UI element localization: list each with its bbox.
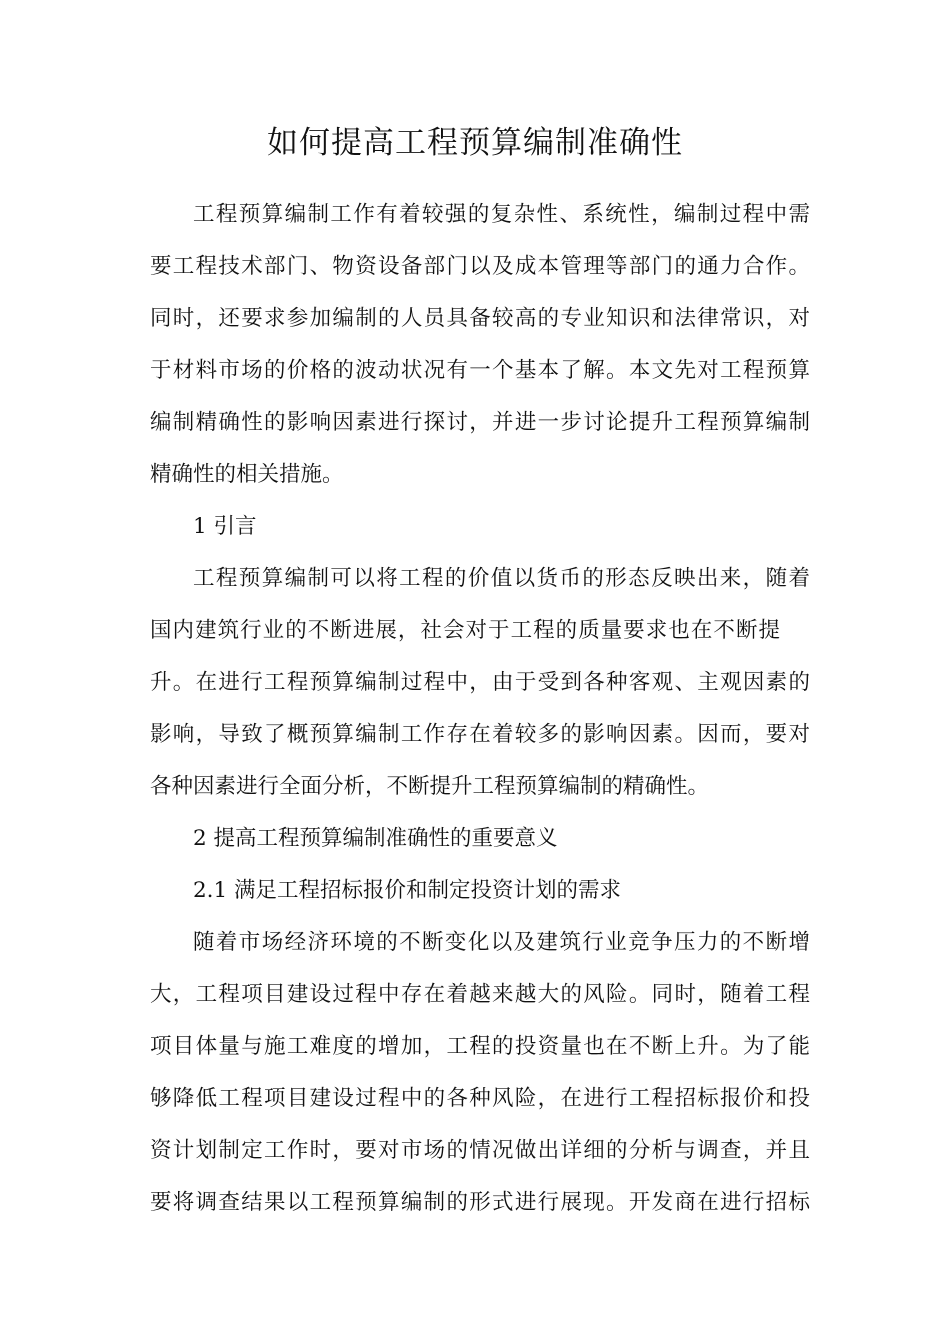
body-line: 项目体量与施工难度的增加，工程的投资量也在不断上升。为了能 [150, 1034, 810, 1059]
section-heading: 2 提高工程预算编制准确性的重要意义 [193, 826, 558, 851]
body-line: 工程预算编制可以将工程的价值以货币的形态反映出来，随着 [193, 566, 810, 591]
body-line: 随着市场经济环境的不断变化以及建筑行业竞争压力的不断增 [193, 930, 810, 955]
body-line: 影响，导致了概预算编制工作存在着较多的影响因素。因而，要对 [150, 722, 810, 747]
subsection-heading: 2.1 满足工程招标报价和制定投资计划的需求 [193, 878, 622, 903]
body-line: 编制精确性的影响因素进行探讨，并进一步讨论提升工程预算编制 [150, 410, 810, 435]
body-line: 要将调查结果以工程预算编制的形式进行展现。开发商在进行招标 [150, 1190, 810, 1215]
body-line: 够降低工程项目建设过程中的各种风险，在进行工程招标报价和投 [150, 1086, 810, 1111]
body-line: 于材料市场的价格的波动状况有一个基本了解。本文先对工程预算 [150, 358, 810, 383]
body-line: 同时，还要求参加编制的人员具备较高的专业知识和法律常识，对 [150, 306, 810, 331]
section-heading: 1 引言 [193, 514, 257, 539]
body-line: 大，工程项目建设过程中存在着越来越大的风险。同时，随着工程 [150, 982, 810, 1007]
body-line: 资计划制定工作时，要对市场的情况做出详细的分析与调查，并且 [150, 1138, 810, 1163]
body-line: 国内建筑行业的不断进展，社会对于工程的质量要求也在不断提 [150, 618, 780, 643]
body-line: 要工程技术部门、物资设备部门以及成本管理等部门的通力合作。 [150, 254, 810, 279]
body-line: 各种因素进行全面分析，不断提升工程预算编制的精确性。 [150, 774, 710, 799]
body-line: 工程预算编制工作有着较强的复杂性、系统性，编制过程中需 [193, 202, 810, 227]
document-title: 如何提高工程预算编制准确性 [267, 125, 683, 161]
body-line: 升。在进行工程预算编制过程中，由于受到各种客观、主观因素的 [150, 670, 810, 695]
body-line: 精确性的相关措施。 [150, 462, 344, 487]
